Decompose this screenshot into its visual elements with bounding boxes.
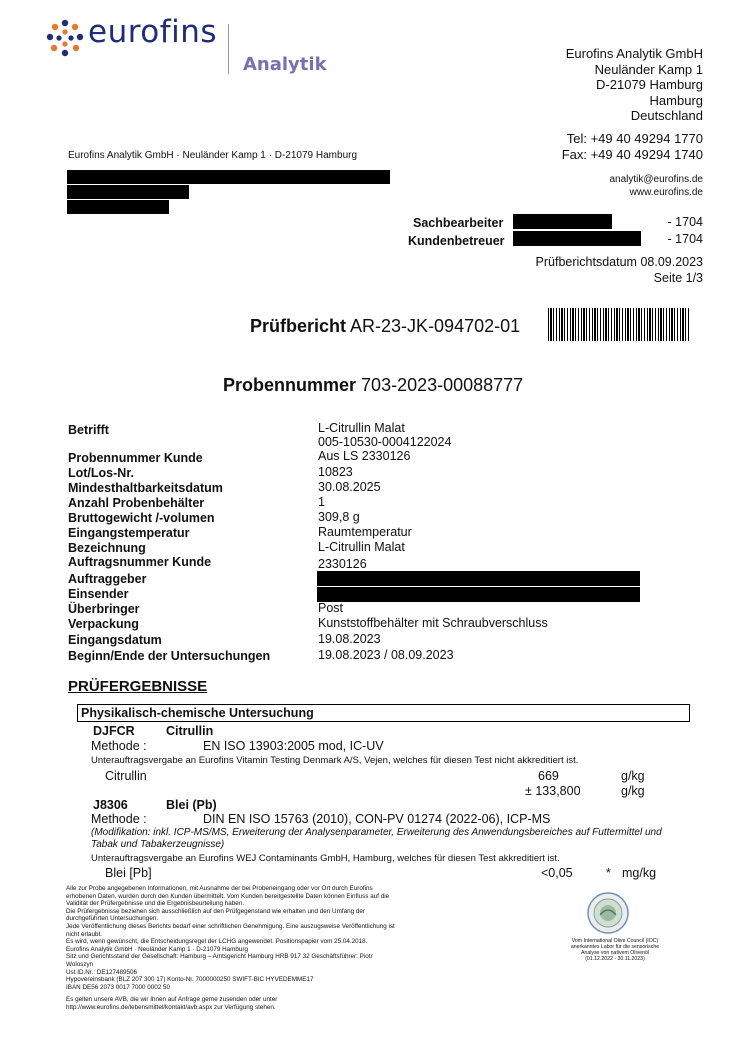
- field-value: 2330126: [318, 557, 367, 571]
- subcontract-note: Unterauftragsvergabe an Eurofins WEJ Contaminants GmbH, Hamburg, welches für diesen Test akkreditiert ist.: [91, 853, 560, 864]
- redacted-sachbearbeiter: [513, 214, 612, 229]
- footer-line: Validität der Prüfergebnisse und die Ergebnisbeurteilung haben.: [66, 900, 245, 908]
- field-value: 309,8 g: [318, 510, 360, 524]
- footer-line: http://www.eurofins.de/lebensmittel/kontakt/avb.aspx zur Verfügung stehen.: [66, 1003, 276, 1011]
- ioc-seal-icon: [586, 891, 630, 935]
- contact-phone-fax: [562, 131, 703, 162]
- field-label: Auftraggeber: [68, 572, 147, 586]
- logo-division: Analytik: [243, 54, 327, 75]
- analyte-uncertainty: ± 133,800: [525, 784, 581, 798]
- field-label: Einsender: [68, 587, 129, 601]
- field-value: 19.08.2023 / 08.09.2023: [318, 648, 454, 662]
- redacted-kundenbetreuer: [513, 231, 641, 246]
- redacted-recipient-line: [67, 185, 189, 199]
- eurofins-logo-icon: [44, 18, 86, 60]
- footer-terms: [66, 996, 277, 1011]
- address-line: D-21079 Hamburg: [596, 77, 703, 92]
- ioc-line: anerkanntes Labor für die sensorische: [570, 944, 660, 950]
- footer-line: Alle zur Probe angegebenen Informationen, mit Ausnahme der bei Probeneingang oder vor Ort durch Eurofins: [66, 885, 373, 892]
- ioc-text: [570, 938, 660, 962]
- company-address: [566, 46, 703, 124]
- field-value: Raumtemperatur: [318, 525, 412, 539]
- report-meta: [536, 254, 703, 286]
- barcode: [548, 308, 690, 341]
- sample-number: 703-2023-00088777: [361, 375, 524, 395]
- sample-label: Probennummer: [223, 375, 357, 395]
- footer-line: Es gelten unsere AVB, die wir Ihnen auf Anfrage gerne zusenden oder unter: [66, 996, 278, 1003]
- analyte-name: Citrullin: [105, 769, 147, 783]
- method-label: Methode :: [91, 812, 147, 826]
- analyte-unit: g/kg: [621, 769, 645, 783]
- field-label: Eingangsdatum: [68, 633, 162, 647]
- footer-line: Hypovereinsbank (BLZ 207 300 17) Konto-Nr. 7000000250 SWIFT-BIC HYVEDEMME17: [66, 976, 314, 984]
- field-label: Auftragsnummer Kunde: [68, 555, 212, 569]
- redacted-einsender: [317, 587, 640, 602]
- report-number: AR-23-JK-094702-01: [350, 316, 521, 336]
- sachbearbeiter-label: Sachbearbeiter: [413, 216, 504, 230]
- analyte-value: 669: [538, 769, 559, 783]
- kundenbetreuer-label: Kundenbetreuer: [408, 234, 505, 248]
- logo-divider: [228, 24, 229, 74]
- address-line: Hamburg: [649, 92, 703, 108]
- ioc-line: Analyse von nativem Olivenöl: [580, 950, 650, 956]
- analyte-value: <0,05: [541, 866, 573, 880]
- field-label: Eingangstemperatur: [68, 526, 190, 540]
- field-label: Betrifft: [68, 423, 109, 437]
- report-label: Prüfbericht: [250, 316, 347, 336]
- contact-web: [609, 173, 703, 199]
- sender-line: Eurofins Analytik GmbH · Neuländer Kamp 1 · D-21079 Hamburg: [68, 150, 358, 161]
- analyte-name: Blei [Pb]: [105, 866, 152, 880]
- report-date: Prüfberichtsdatum 08.09.2023: [535, 255, 703, 269]
- field-label: Anzahl Probenbehälter: [68, 496, 205, 510]
- field-value: 1: [318, 495, 325, 509]
- field-value: L-Citrullin Malat: [318, 421, 405, 435]
- field-label: Mindesthaltbarkeitsdatum: [68, 481, 223, 495]
- footer-line: Die Prüfergebnisse beziehen sich ausschließlich auf den Prüfgegenstand wie erhalten und den Umfang der: [66, 907, 365, 915]
- logo-brand: eurofins: [88, 14, 218, 50]
- page-number: Seite 1/3: [653, 271, 703, 285]
- footer-line: nicht erlaubt.: [66, 930, 103, 938]
- sachbearbeiter-ext: - 1704: [667, 215, 703, 229]
- field-value: Post: [318, 601, 344, 615]
- website: www.eurofins.de: [629, 187, 703, 198]
- redacted-recipient-line: [67, 200, 169, 214]
- redacted-recipient-line: [67, 170, 390, 184]
- address-line: Eurofins Analytik GmbH: [565, 46, 703, 61]
- test-code: DJFCR: [93, 724, 135, 738]
- field-value: Aus LS 2330126: [318, 449, 411, 463]
- email: analytik@eurofins.de: [609, 174, 703, 185]
- field-label: Bezeichnung: [68, 541, 146, 555]
- field-label: Probennummer Kunde: [68, 451, 203, 465]
- footer-line: durchgeführten Untersuchungen.: [66, 915, 159, 923]
- field-value: Kunststoffbehälter mit Schraubverschluss: [318, 616, 548, 630]
- footer-disclaimer: [66, 885, 395, 991]
- method-value: EN ISO 13903:2005 mod, IC-UV: [203, 739, 384, 753]
- method-note: Tabak und Tabakerzeugnisse): [91, 839, 225, 850]
- field-label: Verpackung: [68, 617, 139, 631]
- fax: Fax: +49 40 49294 1740: [561, 146, 703, 162]
- test-name: Citrullin: [166, 724, 214, 738]
- footer-line: erhobenen Daten, wurden durch den Kunden übermittelt. Vom Kunden bereitgestellte Daten können Einfluss auf die: [66, 892, 390, 900]
- redacted-auftraggeber: [317, 571, 640, 586]
- footer-line: Woloszyn: [66, 960, 94, 968]
- footer-line: Eurofins Analytik GmbH · Neuländer Kamp 1 · D-21079 Hamburg: [66, 945, 248, 953]
- method-value: DIN EN ISO 15763 (2010), CON-PV 01274 (2022-06), ICP-MS: [203, 812, 551, 826]
- field-label: Lot/Los-Nr.: [68, 466, 134, 480]
- analyte-unit: mg/kg: [622, 866, 657, 880]
- field-value: 005-10530-0004122024: [318, 435, 452, 449]
- field-label: Bruttogewicht /-volumen: [68, 511, 215, 525]
- footer-line: Jede Veröffentlichung dieses Berichts bedarf einer schriftlichen Genehmigung. Eine auszugsweise Veröffentlichung ist: [66, 922, 395, 930]
- footer-line: Es wird, wenn gewünscht, die Entscheidungsregel der LCHG angewendet. Positionspapier vom 25.04.2018.: [66, 938, 368, 946]
- footer-line: IBAN DE56 2073 0017 7000 0002 50: [66, 983, 170, 991]
- field-label: Beginn/Ende der Untersuchungen: [68, 649, 271, 663]
- field-value: 10823: [318, 465, 353, 479]
- method-note: (Modifikation: inkl. ICP-MS/MS, Erweiterung der Analysenparameter, Erweiterung des Anwendungsbereiches auf Futtermittel und: [91, 827, 662, 838]
- field-label: Überbringer: [68, 602, 140, 616]
- address-line: Neuländer Kamp 1: [594, 61, 703, 77]
- subcontract-note: Unterauftragsvergabe an Eurofins Vitamin Testing Denmark A/S, Vejen, welches für diesen Test nicht akkreditiert ist.: [91, 755, 579, 766]
- analyte-flag: *: [606, 866, 611, 880]
- kundenbetreuer-ext: - 1704: [667, 232, 703, 246]
- section-title: Physikalisch-chemische Untersuchung: [81, 706, 314, 720]
- ioc-line: (01.12.2022 - 30.11.2023): [585, 956, 645, 962]
- section-box: [77, 704, 690, 722]
- method-label: Methode :: [91, 739, 147, 753]
- field-value: L-Citrullin Malat: [318, 540, 405, 554]
- test-code: J8306: [93, 798, 128, 812]
- field-value: 30.08.2025: [318, 480, 381, 494]
- address-line: Deutschland: [630, 108, 703, 123]
- ioc-line: Vom International Olive Council (IOC): [571, 938, 659, 944]
- test-name: Blei (Pb): [166, 798, 217, 812]
- sample-title: [223, 375, 523, 396]
- phone: Tel: +49 40 49294 1770: [566, 131, 703, 146]
- footer-line: Ust ID.Nr.: DE127489506: [66, 968, 138, 976]
- report-title: [250, 316, 520, 337]
- results-heading: PRÜFERGEBNISSE: [68, 678, 208, 695]
- footer-line: Sitz und Gerichtsstand der Gesellschaft: Hamburg – Amtsgericht Hamburg HRB 917 32 Geschäftsführer: Piotr: [66, 953, 373, 961]
- field-value: 19.08.2023: [318, 632, 381, 646]
- analyte-unit: g/kg: [621, 784, 645, 798]
